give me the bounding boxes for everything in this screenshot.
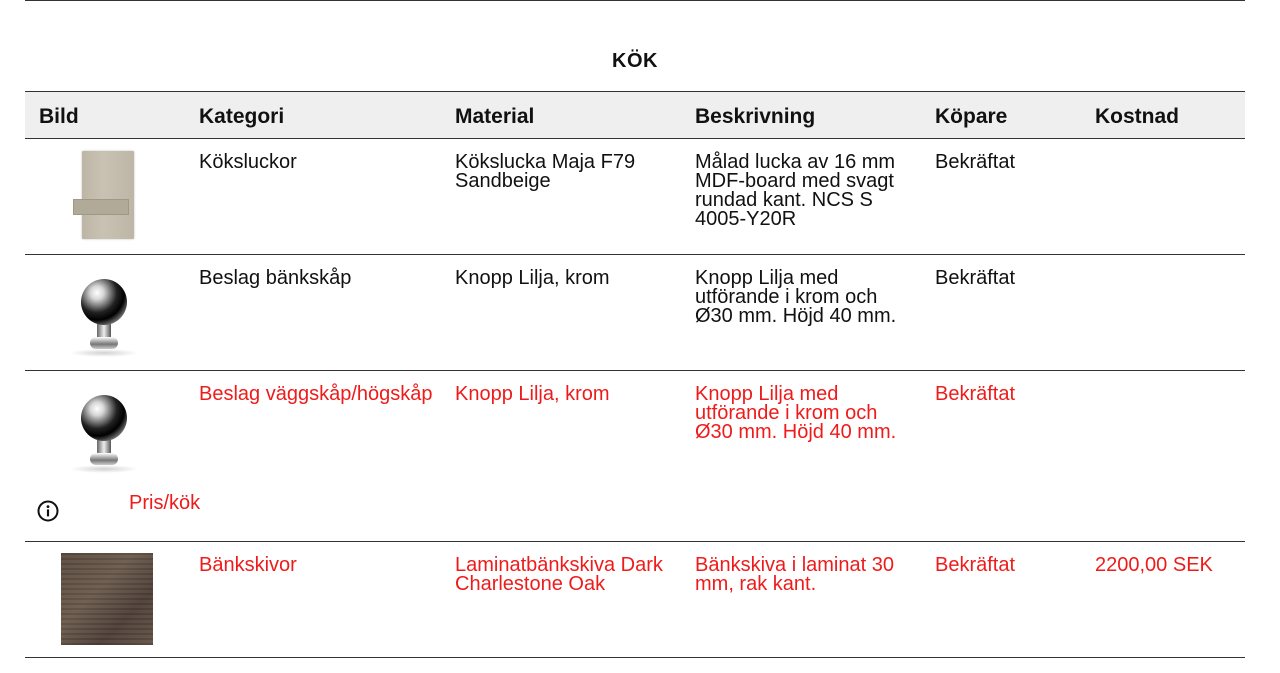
cell-kategori: Beslag bänkskåp bbox=[199, 267, 352, 289]
cell-kategori: Bänkskivor bbox=[199, 554, 297, 576]
cell-beskrivning: Knopp Lilja med utförande i krom och Ø30 mm. Höjd 40 mm. bbox=[695, 383, 897, 443]
chrome-knob-image bbox=[75, 389, 133, 477]
header-kostnad: Kostnad bbox=[1095, 105, 1179, 128]
cell-beskrivning: Knopp Lilja med utförande i krom och Ø30 mm. Höjd 40 mm. bbox=[695, 267, 897, 327]
header-kopare: Köpare bbox=[935, 105, 1008, 128]
section-title: KÖK bbox=[612, 50, 658, 72]
header-bild: Bild bbox=[39, 105, 79, 128]
cell-kategori: Beslag väggskåp/högskåp bbox=[199, 383, 433, 405]
cell-kostnad: 2200,00 SEK bbox=[1095, 554, 1213, 576]
info-icon[interactable] bbox=[37, 500, 59, 522]
cell-material: Knopp Lilja, krom bbox=[455, 267, 610, 289]
cell-beskrivning: Bänkskiva i laminat 30 mm, rak kant. bbox=[695, 554, 894, 595]
table-row bbox=[25, 138, 1245, 254]
cell-kopare: Bekräftat bbox=[935, 383, 1016, 405]
cell-kopare: Bekräftat bbox=[935, 267, 1016, 289]
cell-beskrivning: Målad lucka av 16 mm MDF-board med svagt rundad kant. NCS S 4005-Y20R bbox=[695, 151, 896, 230]
header-kategori: Kategori bbox=[199, 105, 285, 128]
product-table bbox=[25, 91, 1245, 658]
header-beskrivning: Beskrivning bbox=[695, 105, 816, 128]
cell-material: Kökslucka Maja F79 Sandbeige bbox=[455, 151, 636, 192]
cell-material: Knopp Lilja, krom bbox=[455, 383, 610, 405]
chrome-knob-image bbox=[75, 273, 133, 361]
header-material: Material bbox=[455, 105, 535, 128]
price-note: Pris/kök bbox=[129, 492, 201, 514]
table-header bbox=[25, 91, 1245, 138]
cell-material: Laminatbänkskiva Dark Charlestone Oak bbox=[455, 554, 663, 595]
table-row bbox=[25, 541, 1245, 658]
table-row bbox=[25, 254, 1245, 370]
table-row bbox=[25, 370, 1245, 541]
cell-kopare: Bekräftat bbox=[935, 554, 1016, 576]
cell-kategori: Köksluckor bbox=[199, 151, 297, 173]
top-divider bbox=[25, 0, 1245, 1]
cell-kopare: Bekräftat bbox=[935, 151, 1016, 173]
wood-laminate-image bbox=[61, 553, 153, 645]
